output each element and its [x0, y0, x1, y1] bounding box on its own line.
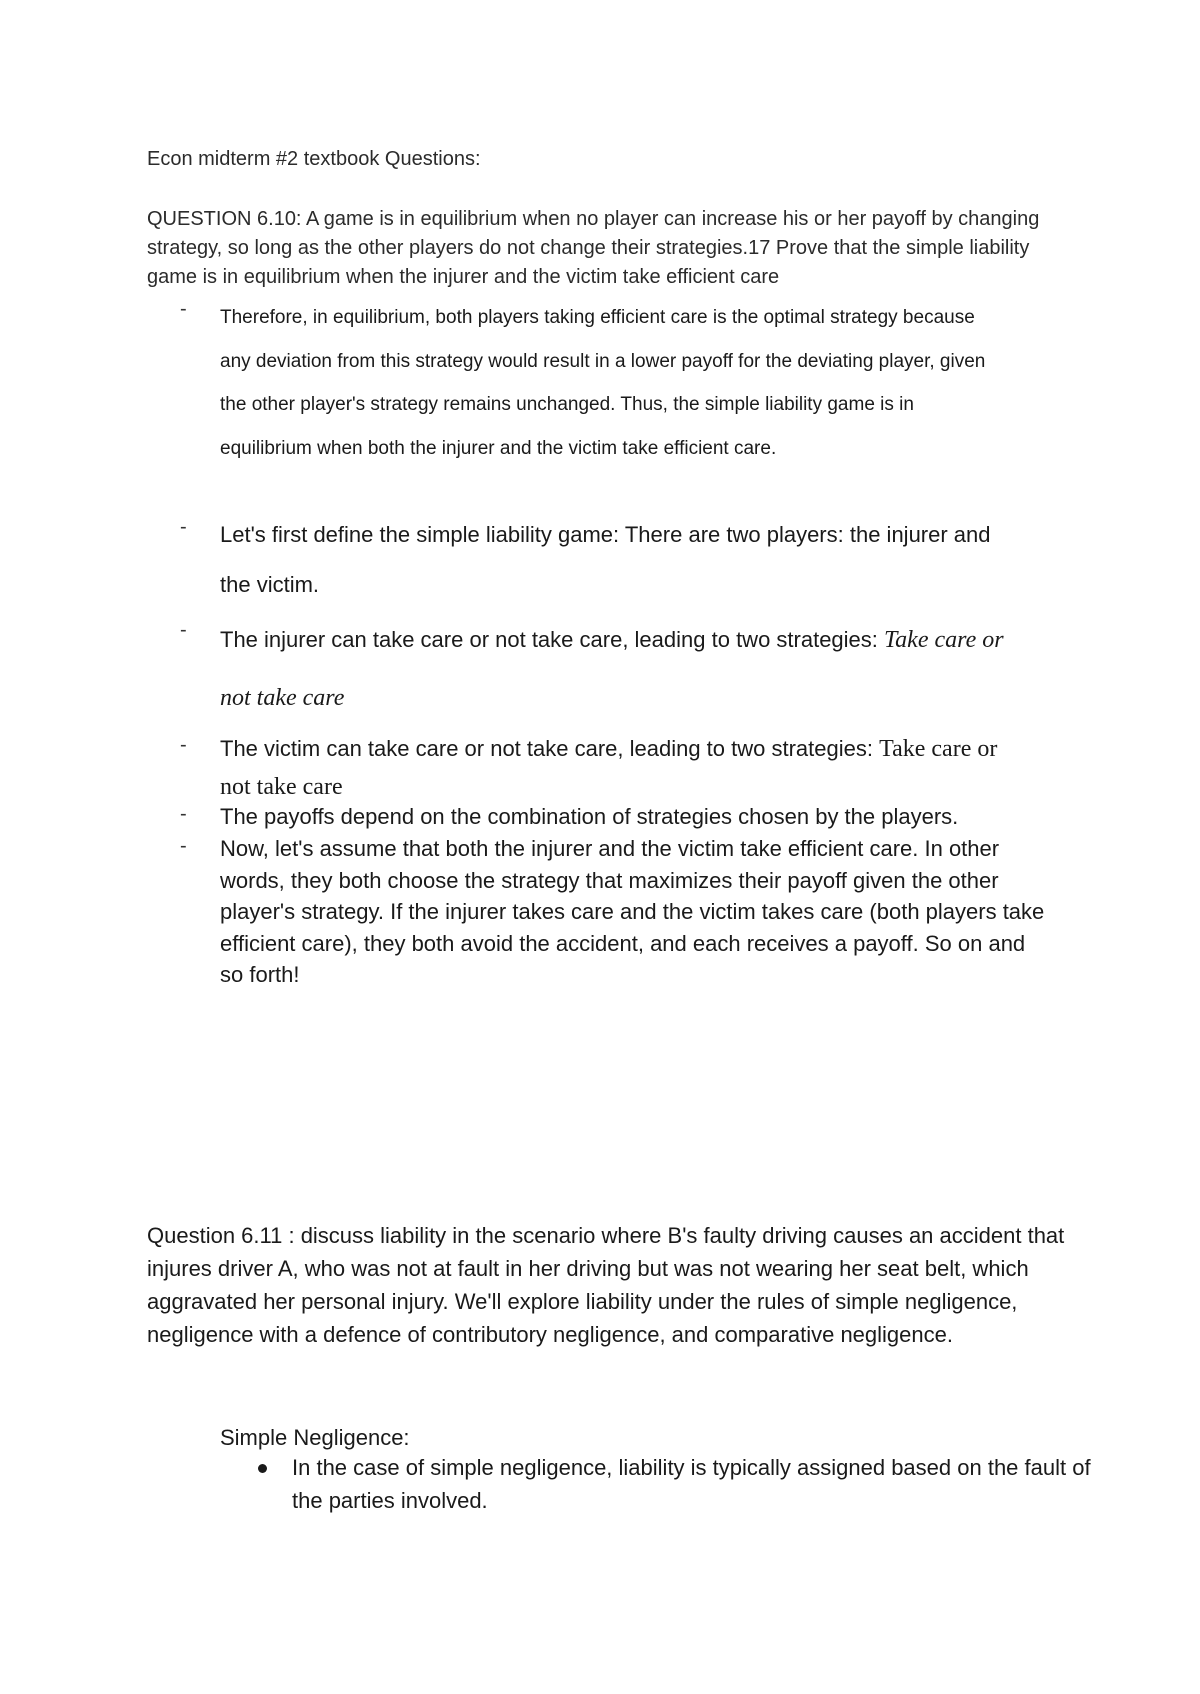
list-item-text: Let's first define the simple liability game: There are two players: the injurer and the victim. — [220, 522, 991, 597]
bullet-text: In the case of simple negligence, liability is typically assigned based on the fault of the parties involved. — [292, 1455, 1091, 1513]
dash-marker: - — [180, 734, 187, 756]
list-item-text: Now, let's assume that both the injurer and the victim take efficient care. In other words, they both choose the strategy that maximizes their payoff given the other player's strategy. If the injurer takes care and the victim takes care (both players take efficient care), they both avoid the accident, and each receives a payoff. So on and so forth! — [220, 836, 1045, 987]
list-item-text: The injurer can take care or not take care, leading to two strategies: — [220, 627, 885, 652]
list-item-text: The victim can take care or not take care, leading to two strategies: — [220, 736, 880, 761]
strategy-text-italic: Take care or not take care — [220, 627, 1004, 711]
dash-marker: - — [180, 803, 187, 825]
list-item-text-wrapper — [220, 611, 1020, 727]
simple-negligence-heading: Simple Negligence: — [220, 1425, 410, 1450]
strategy-text-serif: Take care or not take care — [220, 736, 998, 800]
bullet-icon — [258, 1464, 267, 1473]
list-item-text: The payoffs depend on the combination of strategies chosen by the players. — [220, 804, 959, 829]
question-6-10-intro: QUESTION 6.10: A game is in equilibrium when no player can increase his or her payoff by changing strategy, so long as the other players do not change their strategies.17 Prove that the simple liability game is in equilibrium when the injurer and the victim take efficient care — [147, 208, 1040, 288]
list-item-text: Therefore, in equilibrium, both players taking efficient care is the optimal strategy because any deviation from this strategy would result in a lower payoff for the deviating player, given the other player's strategy remains unchanged. Thus, the simple liability game is in equilibrium when both the injurer and the victim take efficient care. — [220, 307, 986, 459]
question-6-11-intro: Question 6.11 : discuss liability in the scenario where B's faulty driving causes an accident that injures driver A, who was not at fault in her driving but was not wearing her seat belt, which aggravated her personal injury. We'll explore liability under the rules of simple negligence, negligence with a defence of contributory negligence, and comparative negligence. — [147, 1223, 1065, 1347]
dash-marker: - — [180, 835, 187, 857]
dash-marker: - — [180, 516, 187, 538]
dash-marker: - — [180, 298, 187, 320]
document-title: Econ midterm #2 textbook Questions: — [147, 148, 481, 170]
list-item-text-wrapper — [220, 730, 1020, 806]
dash-marker: - — [180, 619, 187, 641]
